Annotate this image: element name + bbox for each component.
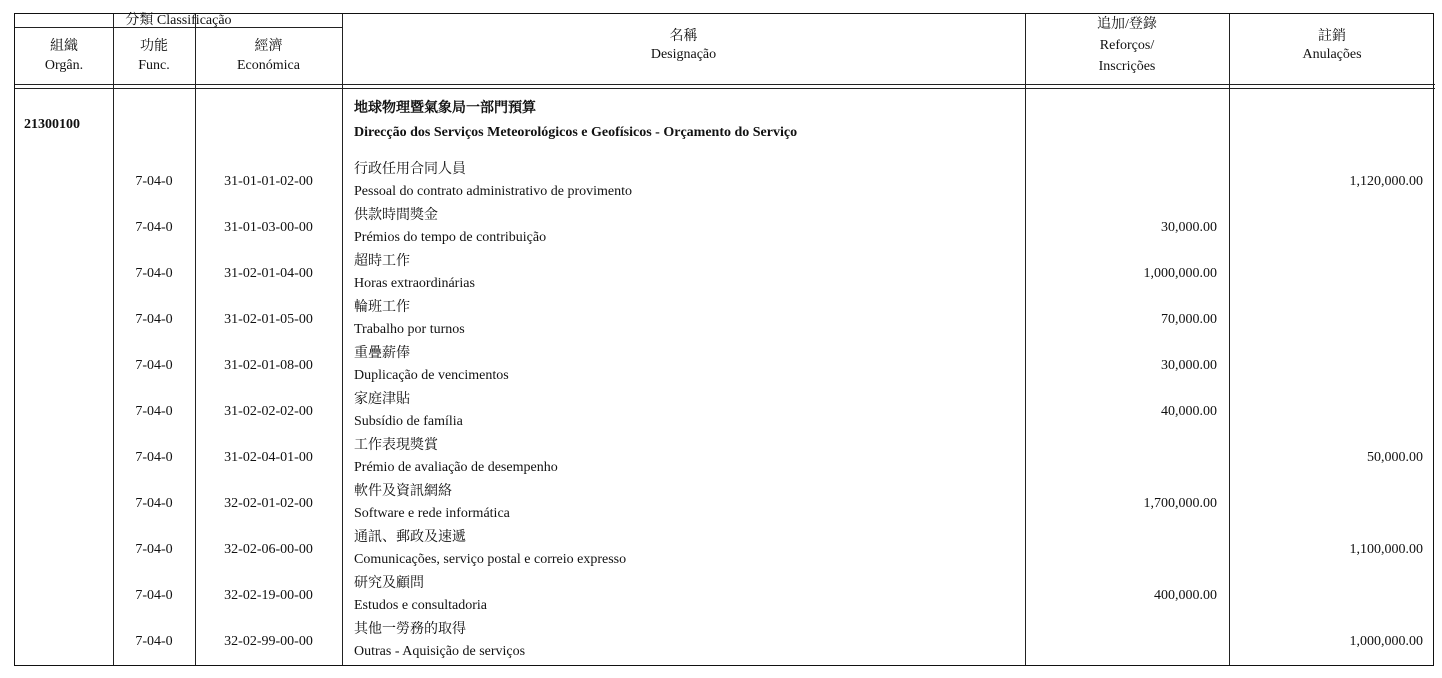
item-name-zh: 家庭津貼 [354, 392, 410, 407]
func-code: 7-04-0 [135, 450, 173, 465]
table-row [15, 387, 1435, 433]
econ-code: 32-02-01-02-00 [224, 496, 313, 511]
item-name-pt: Outras - Aquisição de serviços [354, 644, 526, 659]
table-row [15, 571, 1435, 617]
organ-name-zh: 地球物理暨氣象局一部門預算 [354, 101, 536, 116]
header-econ-pt: Económica [237, 58, 300, 73]
reinforco-value: 1,700,000.00 [1143, 496, 1217, 511]
item-name-zh: 超時工作 [354, 254, 410, 269]
reinforco-value: 1,000,000.00 [1143, 266, 1217, 281]
item-name-pt: Estudos e consultadoria [354, 598, 487, 613]
item-name-pt: Prémios do tempo de contribuição [354, 230, 547, 245]
table-row [15, 525, 1435, 571]
econ-code: 31-02-01-04-00 [224, 266, 313, 281]
reinforco-value: 70,000.00 [1161, 312, 1217, 327]
econ-code: 31-02-04-01-00 [224, 450, 313, 465]
func-code: 7-04-0 [135, 220, 173, 235]
item-name-zh: 輪班工作 [354, 300, 410, 315]
item-name-zh: 工作表現獎賞 [354, 438, 438, 453]
table-row [15, 249, 1435, 295]
header-reinforco-pt1: Reforços/ [1099, 38, 1155, 53]
header-reinforco-zh: 追加/登錄 [1097, 17, 1157, 32]
item-name-pt: Duplicação de vencimentos [354, 368, 509, 383]
func-code: 7-04-0 [135, 634, 173, 649]
func-code: 7-04-0 [135, 496, 173, 511]
header-name-zh: 名稱 [669, 29, 698, 44]
header-organ-pt: Orgân. [44, 58, 84, 73]
reinforco-value: 400,000.00 [1154, 588, 1217, 603]
func-code: 7-04-0 [135, 588, 173, 603]
econ-code: 32-02-99-00-00 [224, 634, 313, 649]
func-code: 7-04-0 [135, 174, 173, 189]
reinforco-value: 30,000.00 [1161, 220, 1217, 235]
header-func-pt: Func. [138, 58, 170, 73]
econ-code: 31-02-01-08-00 [224, 358, 313, 373]
organ-name-pt: Direcção dos Serviços Meteorológicos e Geofísicos - Orçamento do Serviço [354, 125, 798, 140]
header-reinforco-pt2: Inscrições [1098, 59, 1156, 74]
item-name-zh: 軟件及資訊網絡 [354, 484, 452, 499]
item-name-zh: 供款時間獎金 [354, 208, 438, 223]
header-anulacao-zh: 註銷 [1318, 29, 1346, 44]
econ-code: 31-02-02-02-00 [224, 404, 313, 419]
item-name-pt: Prémio de avaliação de desempenho [354, 460, 558, 475]
item-name-zh: 研究及顧問 [354, 576, 424, 591]
econ-code: 31-01-01-02-00 [224, 174, 313, 189]
table-row [15, 157, 1435, 203]
anulacao-value: 50,000.00 [1367, 450, 1423, 465]
func-code: 7-04-0 [135, 266, 173, 281]
header-name-pt: Designação [650, 47, 717, 62]
func-code: 7-04-0 [135, 358, 173, 373]
table-row [15, 433, 1435, 479]
econ-code: 31-02-01-05-00 [224, 312, 313, 327]
organ-code: 21300100 [24, 117, 80, 132]
anulacao-value: 1,100,000.00 [1349, 542, 1423, 557]
header-organ-zh: 組織 [50, 39, 78, 54]
table-row [15, 295, 1435, 341]
econ-code: 31-01-03-00-00 [224, 220, 313, 235]
header-anulacao-pt: Anulações [1302, 47, 1362, 62]
item-name-zh: 通訊、郵政及速遞 [354, 530, 466, 545]
item-name-pt: Subsídio de família [354, 414, 463, 429]
econ-code: 32-02-06-00-00 [224, 542, 313, 557]
func-code: 7-04-0 [135, 312, 173, 327]
table-row [15, 617, 1435, 663]
item-name-zh: 其他一勞務的取得 [354, 622, 466, 637]
item-name-pt: Trabalho por turnos [354, 322, 465, 337]
table-row [15, 341, 1435, 387]
item-name-pt: Pessoal do contrato administrativo de provimento [354, 184, 633, 199]
item-name-zh: 重疊薪俸 [354, 346, 410, 361]
table-row [15, 203, 1435, 249]
item-name-pt: Comunicações, serviço postal e correio expresso [354, 552, 627, 567]
func-code: 7-04-0 [135, 542, 173, 557]
func-code: 7-04-0 [135, 404, 173, 419]
table-row [15, 479, 1435, 525]
reinforco-value: 30,000.00 [1161, 358, 1217, 373]
budget-table [14, 13, 1434, 666]
item-name-pt: Software e rede informática [354, 506, 510, 521]
anulacao-value: 1,000,000.00 [1349, 634, 1423, 649]
anulacao-value: 1,120,000.00 [1349, 174, 1423, 189]
header-classification: 分類 Classificação [125, 13, 232, 28]
econ-code: 32-02-19-00-00 [224, 588, 313, 603]
item-name-pt: Horas extraordinárias [354, 276, 475, 291]
item-name-zh: 行政任用合同人員 [354, 162, 466, 177]
header-econ-zh: 經濟 [254, 39, 283, 54]
header-func-zh: 功能 [140, 39, 168, 54]
header-bottom-rule [15, 88, 1435, 89]
reinforco-value: 40,000.00 [1161, 404, 1217, 419]
header-bottom-rule [15, 84, 1435, 85]
